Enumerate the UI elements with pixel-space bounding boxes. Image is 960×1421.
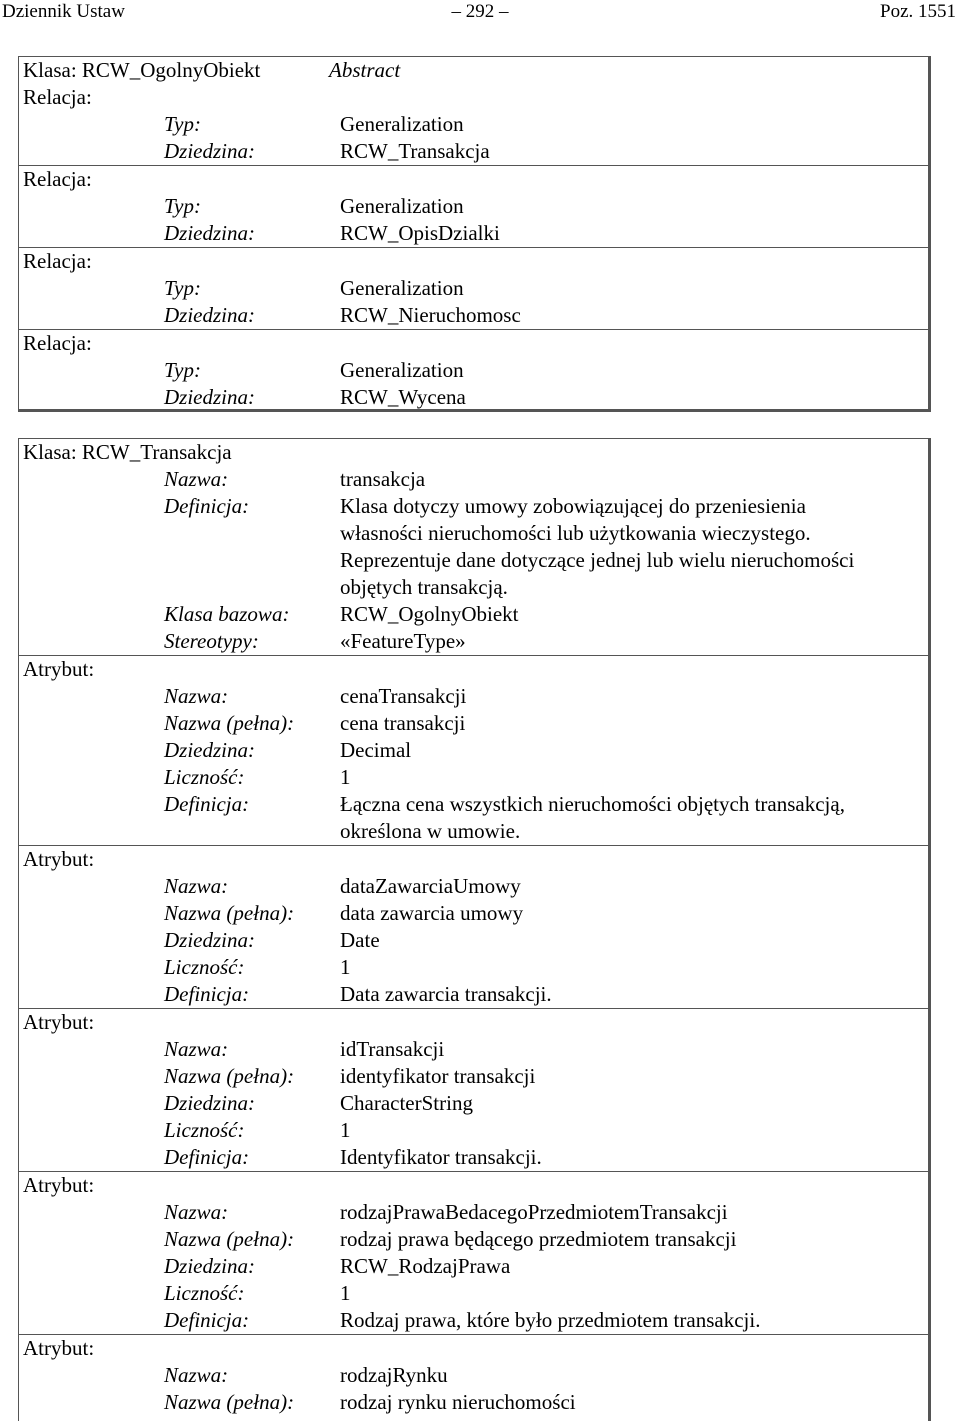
relation-label: Relacja: xyxy=(23,85,92,109)
attribute-label: Atrybut: xyxy=(23,657,95,681)
type-value: Generalization xyxy=(340,194,464,218)
definition-label: Definicja: xyxy=(164,792,250,816)
attribute-block xyxy=(19,655,928,845)
stereotype-label: Stereotypy: xyxy=(164,629,259,653)
definition-line: objętych transakcją. xyxy=(340,575,508,599)
name-label: Nazwa: xyxy=(164,1037,229,1061)
name-label: Nazwa: xyxy=(164,1200,229,1224)
definition-line: Identyfikator transakcji. xyxy=(340,1145,542,1169)
definition-line: Reprezentuje dane dotyczące jednej lub wielu nieruchomości xyxy=(340,548,855,572)
journal-name: Dziennik Ustaw xyxy=(2,1,125,22)
relation-block xyxy=(19,84,928,165)
name-value: cenaTransakcji xyxy=(340,684,467,708)
full-name-label: Nazwa (pełna): xyxy=(164,1227,295,1251)
name-value: rodzajRynku xyxy=(340,1363,448,1387)
type-value: Generalization xyxy=(340,276,464,300)
type-value: Generalization xyxy=(340,112,464,136)
full-name-value: rodzaj rynku nieruchomości xyxy=(340,1390,576,1414)
multiplicity-value: 1 xyxy=(340,765,351,789)
multiplicity-label: Liczność: xyxy=(164,955,245,979)
base-class-label: Klasa bazowa: xyxy=(164,602,290,626)
full-name-value: identyfikator transakcji xyxy=(340,1064,536,1088)
full-name-label: Nazwa (pełna): xyxy=(164,901,295,925)
domain-value: Date xyxy=(340,928,380,952)
full-name-label: Nazwa (pełna): xyxy=(164,711,295,735)
class-table-ogolnyobiekt xyxy=(18,56,931,412)
multiplicity-label: Liczność: xyxy=(164,765,245,789)
domain-label: Dziedzina: xyxy=(164,1091,255,1115)
definition-line: określona w umowie. xyxy=(340,819,521,843)
full-name-value: data zawarcia umowy xyxy=(340,901,524,925)
name-value: idTransakcji xyxy=(340,1037,445,1061)
multiplicity-value: 1 xyxy=(340,1281,351,1305)
attribute-block xyxy=(19,1334,928,1416)
domain-label: Dziedzina: xyxy=(164,738,255,762)
attribute-block xyxy=(19,1008,928,1171)
full-name-value: cena transakcji xyxy=(340,711,466,735)
domain-value: CharacterString xyxy=(340,1091,473,1115)
name-label: Nazwa: xyxy=(164,467,229,491)
name-value: rodzajPrawaBedacegoPrzedmiotemTransakcji xyxy=(340,1200,728,1224)
type-label: Typ: xyxy=(164,276,201,300)
type-label: Typ: xyxy=(164,194,201,218)
relation-label: Relacja: xyxy=(23,331,92,355)
domain-value: RCW_OpisDzialki xyxy=(340,221,500,245)
domain-label: Dziedzina: xyxy=(164,1254,255,1278)
definition-line: Łączna cena wszystkich nieruchomości objętych transakcją, xyxy=(340,792,845,816)
definition-line: Rodzaj prawa, które było przedmiotem transakcji. xyxy=(340,1308,761,1332)
multiplicity-label: Liczność: xyxy=(164,1281,245,1305)
class-title: Klasa: RCW_OgolnyObiekt xyxy=(23,58,261,82)
type-label: Typ: xyxy=(164,358,201,382)
abstract-label: Abstract xyxy=(329,58,401,82)
definition-label: Definicja: xyxy=(164,1308,250,1332)
domain-value: RCW_Wycena xyxy=(340,385,466,409)
domain-value: RCW_Nieruchomosc xyxy=(340,303,521,327)
class-title: Klasa: RCW_Transakcja xyxy=(23,440,232,464)
attribute-block xyxy=(19,845,928,1008)
relation-block xyxy=(19,329,928,411)
base-class-value: RCW_OgolnyObiekt xyxy=(340,602,519,626)
definition-label: Definicja: xyxy=(164,1145,250,1169)
domain-value: Decimal xyxy=(340,738,412,762)
class-table-transakcja xyxy=(18,438,931,1421)
definition-line: własności nieruchomości lub użytkowania wieczystego. xyxy=(340,521,811,545)
domain-value: RCW_RodzajPrawa xyxy=(340,1254,511,1278)
attribute-label: Atrybut: xyxy=(23,847,95,871)
class-block xyxy=(19,439,928,655)
relation-block xyxy=(19,247,928,329)
definition-line: Data zawarcia transakcji. xyxy=(340,982,552,1006)
attribute-label: Atrybut: xyxy=(23,1173,95,1197)
page-number: – 292 – xyxy=(451,1,509,22)
full-name-value: rodzaj prawa będącego przedmiotem transakcji xyxy=(340,1227,737,1251)
full-name-label: Nazwa (pełna): xyxy=(164,1064,295,1088)
multiplicity-value: 1 xyxy=(340,955,351,979)
page-header xyxy=(0,0,960,26)
domain-label: Dziedzina: xyxy=(164,928,255,952)
multiplicity-label: Liczność: xyxy=(164,1118,245,1142)
domain-label: Dziedzina: xyxy=(164,139,255,163)
domain-label: Dziedzina: xyxy=(164,221,255,245)
multiplicity-value: 1 xyxy=(340,1118,351,1142)
definition-label: Definicja: xyxy=(164,494,250,518)
definition-label: Definicja: xyxy=(164,982,250,1006)
full-name-label: Nazwa (pełna): xyxy=(164,1390,295,1414)
attribute-block xyxy=(19,1171,928,1334)
relation-label: Relacja: xyxy=(23,167,92,191)
relation-block xyxy=(19,165,928,247)
position-number: Poz. 1551 xyxy=(880,1,956,22)
name-label: Nazwa: xyxy=(164,684,229,708)
name-value: transakcja xyxy=(340,467,426,491)
name-value: dataZawarciaUmowy xyxy=(340,874,521,898)
type-value: Generalization xyxy=(340,358,464,382)
name-label: Nazwa: xyxy=(164,1363,229,1387)
domain-label: Dziedzina: xyxy=(164,303,255,327)
name-label: Nazwa: xyxy=(164,874,229,898)
relation-label: Relacja: xyxy=(23,249,92,273)
attribute-label: Atrybut: xyxy=(23,1336,95,1360)
attribute-label: Atrybut: xyxy=(23,1010,95,1034)
domain-label: Dziedzina: xyxy=(164,385,255,409)
definition-line: Klasa dotyczy umowy zobowiązującej do przeniesienia xyxy=(340,494,806,518)
domain-value: RCW_Transakcja xyxy=(340,139,490,163)
class-title-row xyxy=(19,57,928,84)
stereotype-value: «FeatureType» xyxy=(340,629,466,653)
type-label: Typ: xyxy=(164,112,201,136)
